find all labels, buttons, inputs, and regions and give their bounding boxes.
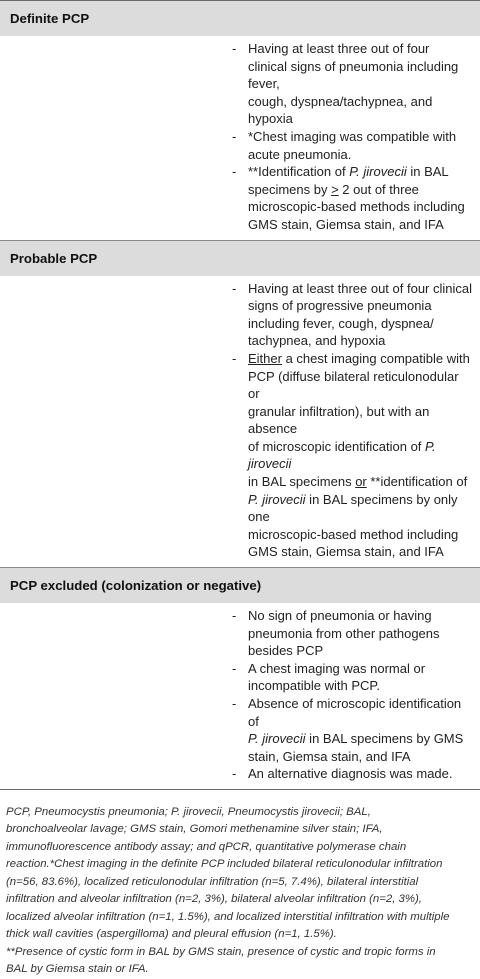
criteria-item — [232, 40, 472, 128]
text-run: **Identification of — [248, 164, 350, 180]
text-run: in BAL specimens by GMS — [305, 731, 464, 747]
section-body — [232, 603, 480, 789]
text-run: BAL by Giemsa stain or IFA. — [6, 963, 149, 976]
bullet-dash: - — [232, 280, 237, 296]
criteria-item — [232, 350, 472, 561]
footnote-paragraph — [6, 944, 470, 979]
text-run: *Chest imaging was compatible with — [248, 128, 457, 144]
text-run: GMS stain, Giemsa stain, and IFA — [248, 544, 444, 560]
text-run: in BAL specimens — [248, 474, 356, 490]
text-run: besides PCP — [248, 643, 324, 659]
text-run: including fever, cough, dyspnea/ — [248, 315, 434, 331]
criteria-list — [232, 280, 472, 562]
bullet-dash: - — [232, 128, 237, 144]
section-header-excluded — [0, 567, 480, 603]
text-run: **Presence of cystic form in BAL by GMS stain, presence of cystic and tropic forms in — [6, 945, 436, 958]
text-run: A chest imaging was normal or — [248, 660, 426, 676]
text-run: localized alveolar infiltration (n=1, 1.5%), and localized interstitial infiltration with multiple — [6, 910, 450, 923]
text-run: PCP, Pneumocystis pneumonia; P. jirovecii, Pneumocystis jirovecii; BAL, — [6, 805, 371, 818]
criteria-item — [232, 128, 472, 163]
section-header-probable — [0, 240, 480, 276]
text-run: reaction.*Chest imaging in the definite PCP included bilateral reticulonodular infiltration — [6, 858, 443, 871]
text-run: thick wall cavities (aspergilloma) and pleural effusion (n=1, 1.5%). — [6, 928, 337, 941]
table-footnotes — [0, 790, 480, 979]
text-run: acute pneumonia. — [248, 146, 352, 162]
section-body — [232, 276, 480, 568]
text-run: pneumonia from other pathogens — [248, 625, 440, 641]
criteria-item — [232, 163, 472, 233]
text-run: microscopic-based method including — [248, 526, 459, 542]
criteria-item — [232, 765, 472, 783]
criteria-list — [232, 607, 472, 783]
section-title: Probable PCP — [10, 250, 98, 266]
text-run: in BAL — [406, 164, 449, 180]
footnote-paragraph — [6, 804, 470, 944]
text-run: Having at least three out of four clinical — [248, 280, 473, 296]
text-run: 2 out of three — [338, 181, 419, 197]
text-run: granular infiltration), but with an absence — [248, 403, 430, 437]
section-title: PCP excluded (colonization or negative) — [10, 578, 262, 594]
criteria-item — [232, 695, 472, 765]
text-run: P. jirovecii — [248, 438, 436, 472]
section-body — [232, 36, 480, 240]
bullet-dash: - — [232, 608, 237, 624]
text-run: **identification of — [366, 474, 468, 490]
text-run: clinical signs of pneumonia including fever, — [248, 58, 459, 92]
text-run: P. jirovecii — [248, 731, 306, 747]
text-run: > — [331, 181, 339, 197]
text-run: No sign of pneumonia or having — [248, 608, 432, 624]
criteria-list — [232, 40, 472, 234]
text-run: cough, dyspnea/tachypnea, and hypoxia — [248, 93, 433, 127]
text-run: a chest imaging compatible with — [281, 350, 470, 366]
criteria-item — [232, 607, 472, 660]
text-run: specimens by — [248, 181, 332, 197]
text-run: immunofluorescence antibody assay; and qPCR, quantitative polymerase chain — [6, 840, 407, 853]
text-run: in BAL specimens by only one — [248, 491, 458, 525]
text-run: P. jirovecii — [349, 164, 407, 180]
text-run: infiltration and alveolar infiltration (n=2, 3%), bilateral alveolar infiltration (n=2, 3%), — [6, 893, 422, 906]
bullet-dash: - — [232, 41, 237, 56]
text-run: Either — [248, 350, 282, 366]
bullet-dash: - — [232, 350, 237, 366]
text-run: bronchoalveolar lavage; GMS stain, Gomori methenamine silver stain; IFA, — [6, 823, 383, 836]
section-header-definite — [0, 0, 480, 36]
bullet-dash: - — [232, 766, 237, 782]
text-run: P. jirovecii — [248, 491, 306, 507]
text-run: (n=56, 83.6%), localized reticulonodular infiltration (n=5, 7.4%), bilateral interstitial — [6, 875, 419, 888]
bullet-dash: - — [232, 696, 237, 711]
bullet-dash: - — [232, 660, 237, 676]
text-run: An alternative diagnosis was made. — [248, 766, 453, 782]
text-run: incompatible with PCP. — [248, 678, 380, 694]
text-run: of microscopic identification of — [248, 438, 426, 454]
text-run: stain, Giemsa stain, and IFA — [248, 748, 411, 764]
text-run: or — [355, 474, 367, 490]
bullet-dash: - — [232, 164, 237, 180]
criteria-item — [232, 280, 472, 350]
section-title: Definite PCP — [10, 11, 90, 26]
text-run: PCP (diffuse bilateral reticulonodular or — [248, 368, 459, 402]
text-run: GMS stain, Giemsa stain, and IFA — [248, 216, 444, 232]
text-run: Absence of microscopic identification of — [248, 696, 462, 729]
text-run: Having at least three out of four — [248, 41, 430, 56]
text-run: microscopic-based methods including — [248, 199, 465, 215]
text-run: tachypnea, and hypoxia — [248, 333, 386, 349]
criteria-item — [232, 660, 472, 695]
text-run: signs of progressive pneumonia — [248, 298, 432, 314]
